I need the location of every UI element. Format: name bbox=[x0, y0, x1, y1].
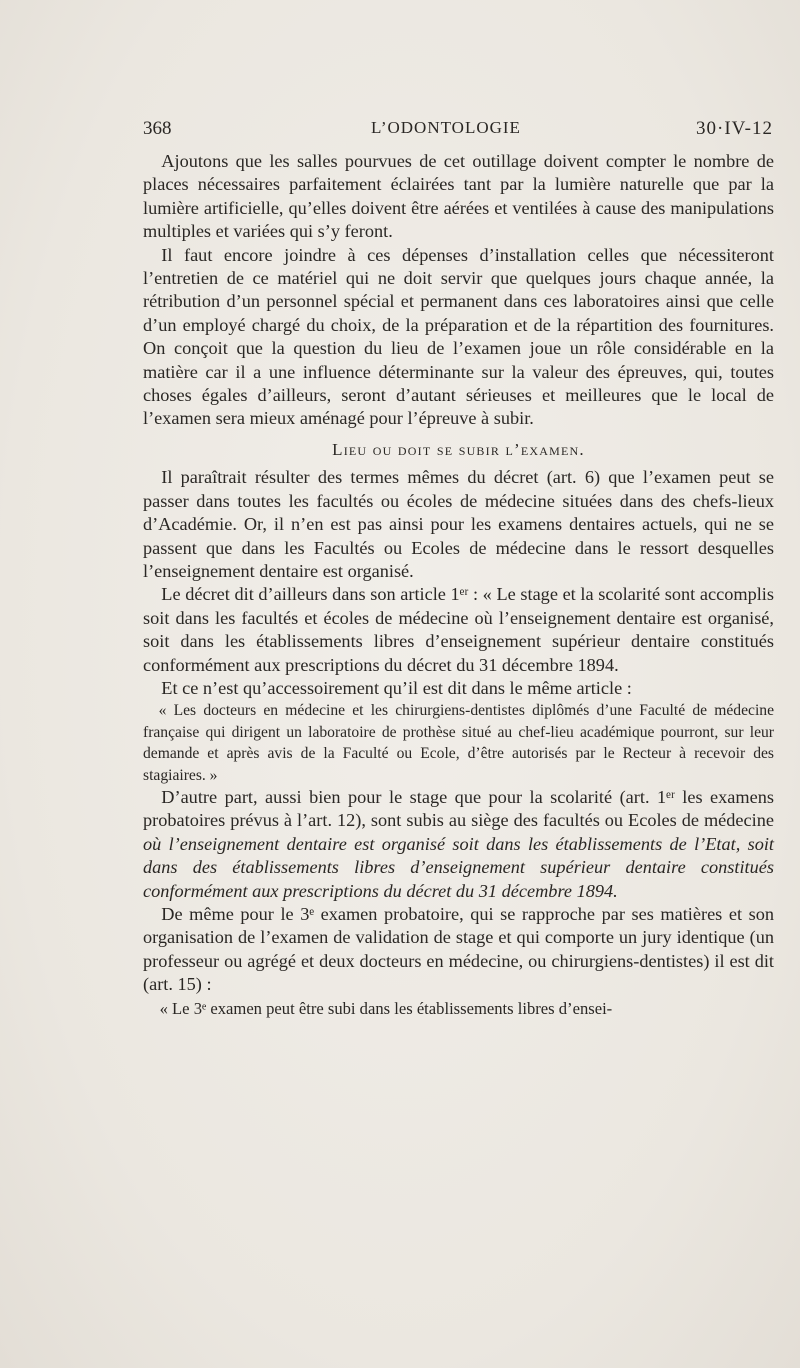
paragraph-8: « Le 3ᵉ examen peut être subi dans les établissements libres d’ensei- bbox=[159, 998, 613, 1018]
page-number: 368 bbox=[143, 118, 172, 139]
block-quote: « Les docteurs en médecine et les chirurgiens-dentistes diplômés d’une Faculté de médecine française qui dirigent un laboratoire de prothèse situé au chef-lieu académique pourront, sur leur demande et après avis de la Faculté ou Ecole, d’être autorisés par le Recteur à recevoir des stagiaires. » bbox=[143, 702, 774, 784]
paragraph-5: Et ce n’est qu’accessoirement qu’il est dit dans le même article : bbox=[161, 677, 632, 698]
issue-date: 30·IV-12 bbox=[696, 118, 773, 139]
paragraph-1: Ajoutons que les salles pourvues de cet outillage doivent compter le nombre de places nécessaires parfaitement éclairées tant par la lumière naturelle que par la lumière artificielle, qu’elles doivent être aérées et ventilées à cause des manipulations multiples et variées qui s’y feront. bbox=[143, 151, 774, 242]
paragraph-3: Il paraîtrait résulter des termes mêmes du décret (art. 6) que l’examen peut se passer dans toutes les facultés ou écoles de médecine situées dans des chefs-lieux d’Académie. Or, il n’en est pas ainsi pour les examens dentaires actuels, qui ne se passent que dans les Facultés ou Ecoles de médecine dans le ressort desquelles l’enseignement dentaire est organisé. bbox=[143, 467, 774, 581]
section-heading: Lieu ou doit se subir l’examen. bbox=[332, 439, 585, 459]
paragraph-6: D’autre part, aussi bien pour le stage que pour la scolarité (art. 1ᵉʳ les examens probatoires prévus à l’art. 12), sont subis au siège des facultés ou Ecoles de médecine où l’enseignement dentaire est organisé soit dans les établissements de l’Etat, soit dans des établissements libres d’enseignement supérieur dentaire constitués conformément aux prescriptions du décret du 31 décembre 1894. bbox=[143, 786, 774, 901]
body-text bbox=[143, 150, 774, 1020]
italic-passage: où l’enseignement dentaire est organisé soit dans les établissements de l’Etat, soit dans des établissements libres d’enseignement supérieur dentaire constitués conformément aux prescriptions du décret du 31 décembre 1894. bbox=[143, 833, 774, 901]
paragraph-7: De même pour le 3ᵉ examen probatoire, qui se rapproche par ses matières et son organisation de l’examen de validation de stage et qui comporte un jury identique (un professeur ou agrégé et deux docteurs en médecine, ou chirurgiens-dentistes) il est dit (art. 15) : bbox=[143, 904, 774, 995]
running-header bbox=[143, 118, 773, 142]
journal-title: L’ODONTOLOGIE bbox=[371, 118, 521, 137]
paragraph-4: Le décret dit d’ailleurs dans son article 1ᵉʳ : « Le stage et la scolarité sont accomplis soit dans les facultés et écoles de médecine où l’enseignement dentaire est organisé, soit dans les établissements libres d’enseignement supérieur dentaire constitués conformément aux prescriptions du décret du 31 décembre 1894. bbox=[143, 584, 774, 675]
paragraph-2: Il faut encore joindre à ces dépenses d’installation celles que nécessiteront l’entretien de ce matériel qui ne doit servir que quelques jours chaque année, la rétribution d’un personnel spécial et permanent dans ces laboratoires ainsi que celle d’un employé chargé du choix, de la préparation et de la répartition des fournitures. On conçoit que la question du lieu de l’examen joue un rôle considérable en la matière car il a une influence déterminante sur la valeur des épreuves, qui, toutes choses égales d’ailleurs, seront d’autant sérieuses et meilleures que le local de l’examen sera mieux aménagé pour l’épreuve à subir. bbox=[143, 244, 774, 429]
